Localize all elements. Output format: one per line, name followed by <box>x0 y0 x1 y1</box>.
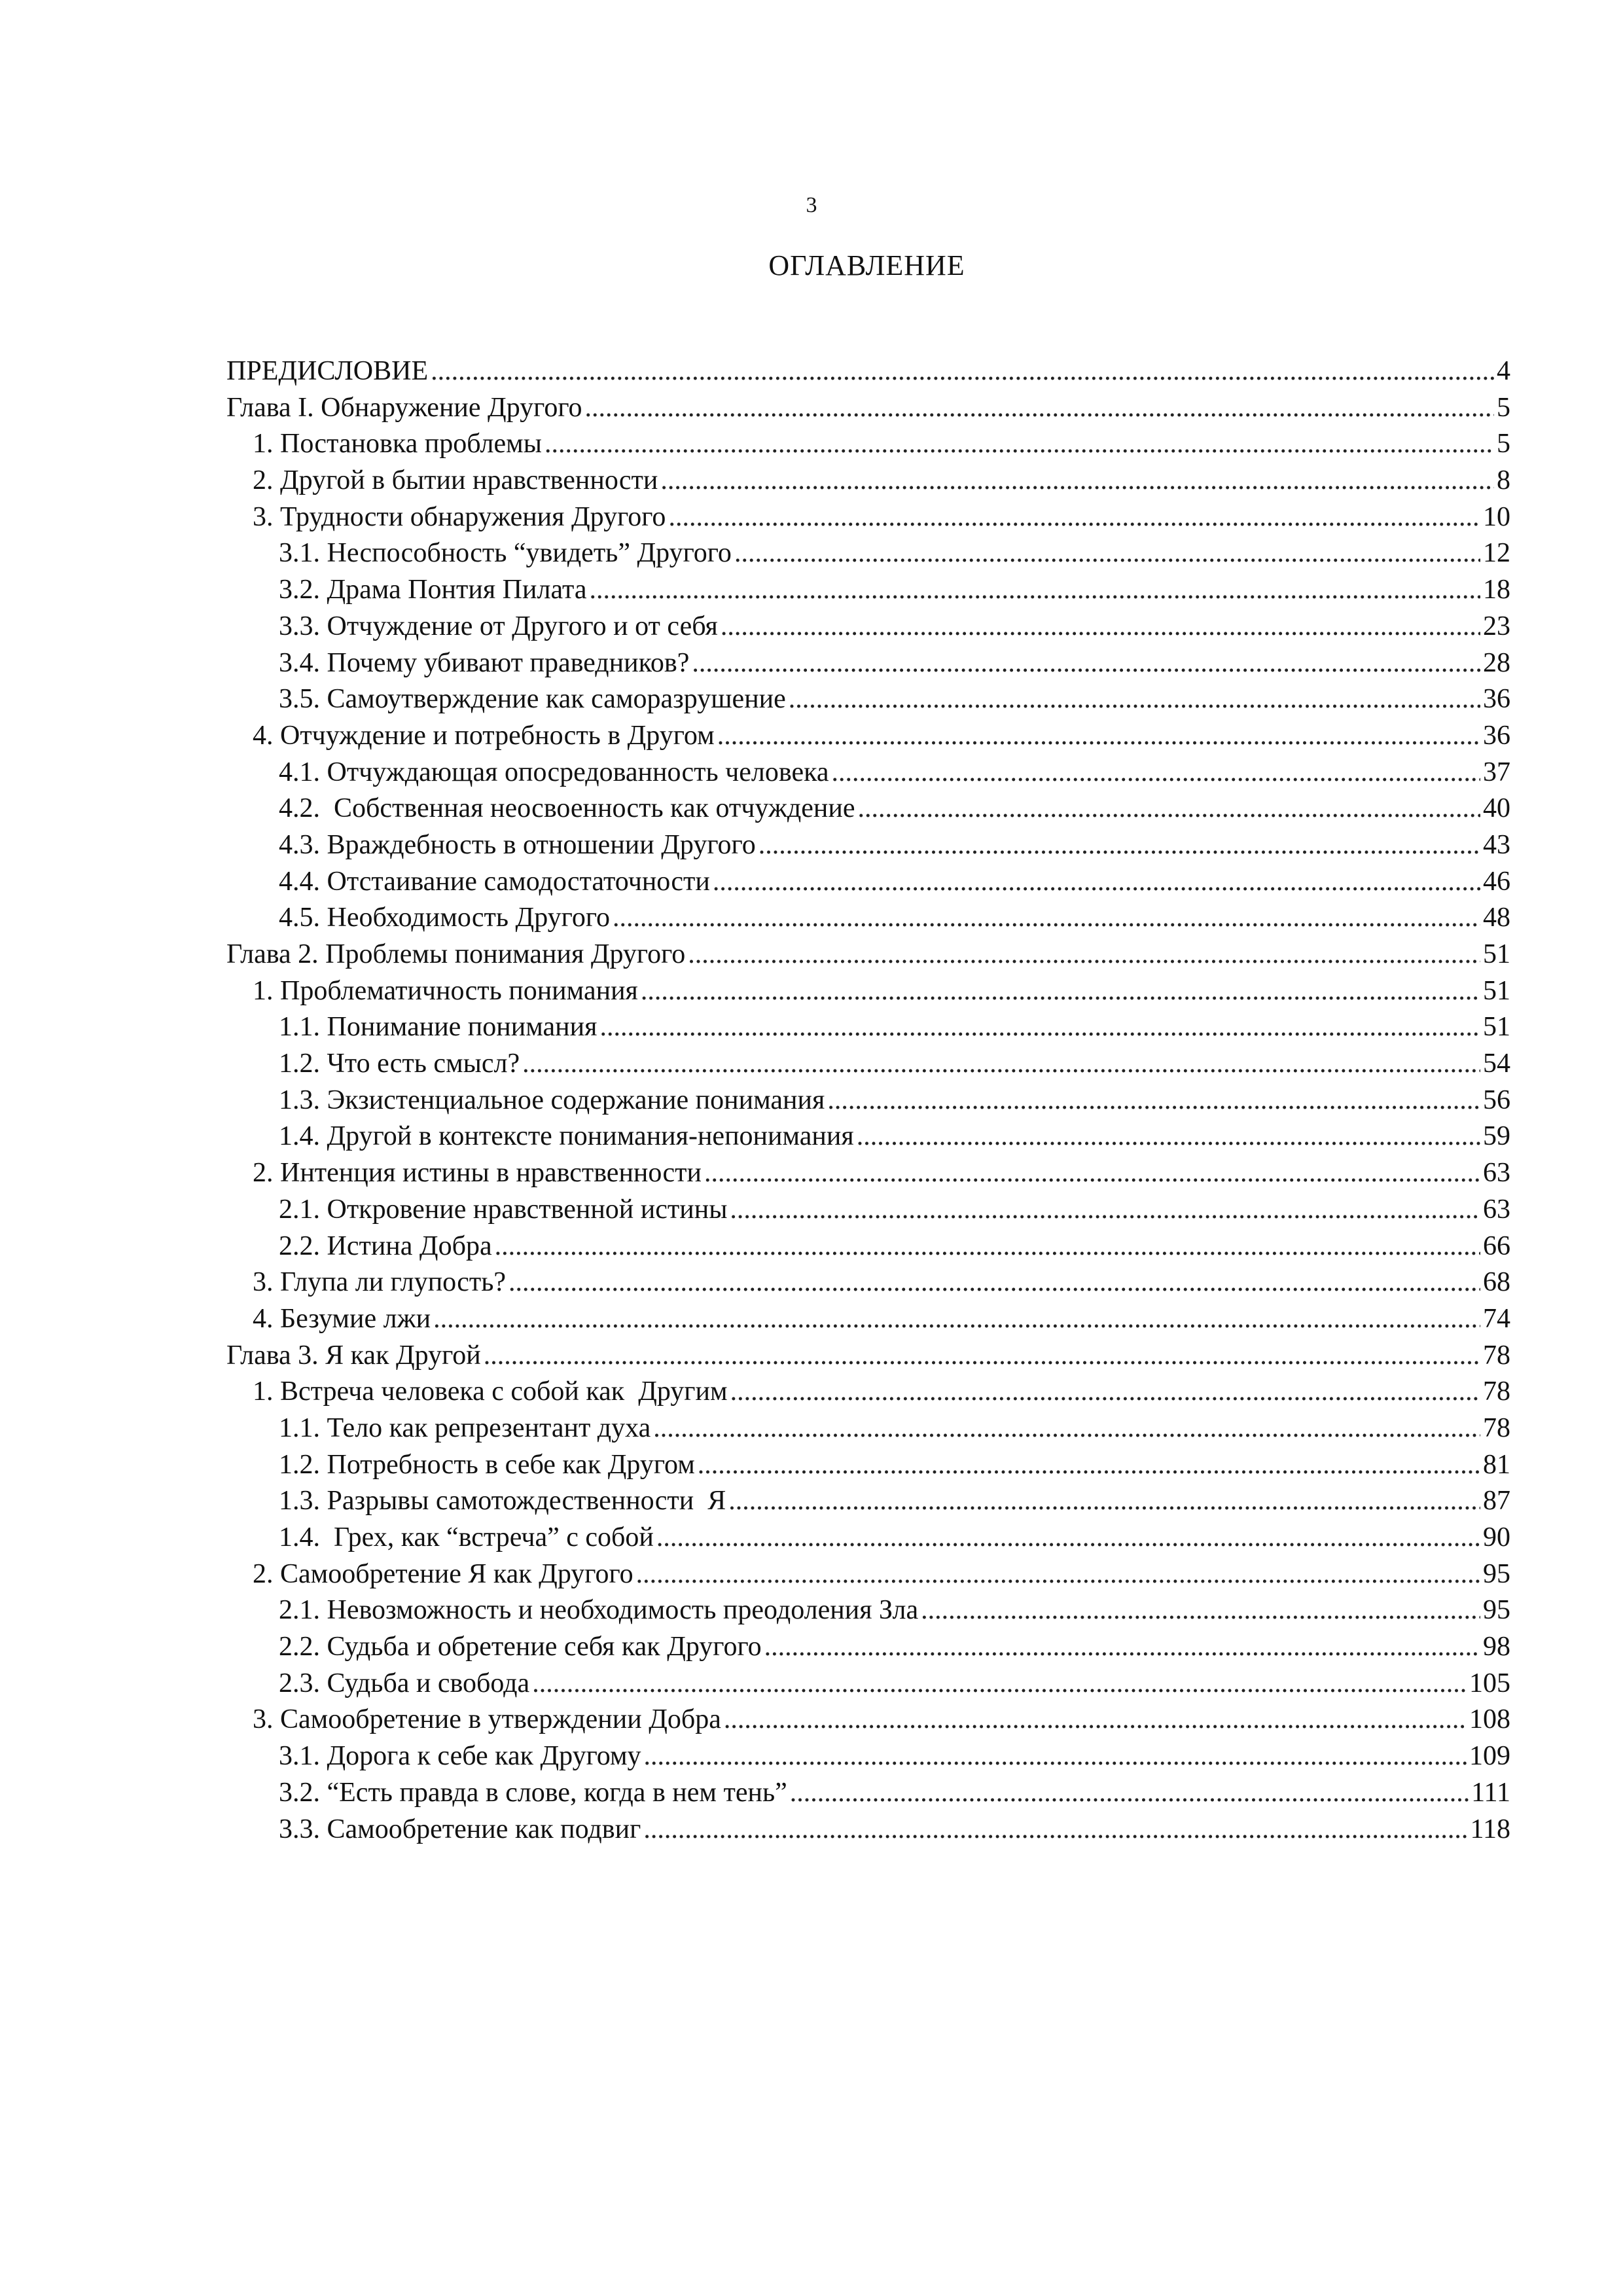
toc-entry-label: 3. Глупа ли глупость? <box>253 1267 507 1298</box>
toc-dot-leader <box>713 864 1480 901</box>
toc-dot-leader <box>692 645 1480 682</box>
toc-dot-leader <box>613 900 1480 937</box>
toc-entry-label: 1. Проблематичность понимания <box>253 975 638 1006</box>
toc-entry <box>226 1702 1510 1738</box>
toc-entry-page: 8 <box>1497 465 1510 496</box>
toc-entry-page: 5 <box>1497 392 1510 423</box>
toc-entry-label: 1.1. Тело как репрезентант духа <box>279 1412 651 1443</box>
toc-entry-label: 1.4. Грех, как “встреча” с собой <box>279 1522 654 1552</box>
toc-dot-leader <box>789 681 1480 718</box>
toc-entry-page: 81 <box>1483 1449 1510 1480</box>
toc-entry-label: 4.1. Отчуждающая опосредованность человека <box>279 757 829 787</box>
toc-entry-label: 2. Самообретение Я как Другого <box>253 1558 633 1589</box>
toc-entry-label: 3. Трудности обнаружения Другого <box>253 501 666 532</box>
toc-dot-leader <box>656 1520 1480 1556</box>
toc-entry <box>226 827 1510 864</box>
toc-dot-leader <box>704 1155 1480 1192</box>
toc-entry-page: 51 <box>1483 975 1510 1006</box>
toc-entry-label: 1.4. Другой в контексте понимания-непонимания <box>279 1121 854 1152</box>
toc-entry-label: 3.3. Самообретение как подвиг <box>279 1814 641 1844</box>
toc-entry-page: 40 <box>1483 793 1510 824</box>
toc-dot-leader <box>431 353 1494 390</box>
toc-dot-leader <box>668 499 1480 536</box>
toc-entry-label: 1.1. Понимание понимания <box>279 1012 597 1043</box>
toc-entry <box>226 609 1510 645</box>
toc-entry-label: 1.2. Потребность в себе как Другом <box>279 1449 695 1480</box>
toc-dot-leader <box>832 755 1480 791</box>
toc-dot-leader <box>790 1775 1469 1812</box>
toc-entry <box>226 572 1510 609</box>
toc-dot-leader <box>698 1447 1480 1484</box>
toc-dot-leader <box>688 937 1480 973</box>
toc-entry <box>226 499 1510 536</box>
toc-dot-leader <box>522 1046 1480 1083</box>
toc-entry-page: 18 <box>1483 575 1510 605</box>
toc-dot-leader <box>857 791 1480 827</box>
toc-entry-page: 54 <box>1483 1049 1510 1079</box>
toc-dot-leader <box>585 390 1495 427</box>
toc-entry <box>226 1155 1510 1192</box>
toc-entry-page: 98 <box>1483 1632 1510 1662</box>
toc-entry-page: 90 <box>1483 1522 1510 1552</box>
toc-entry-label: 1. Постановка проблемы <box>253 429 542 459</box>
page-title: ОГЛАВЛЕНИЕ <box>768 249 965 281</box>
toc-entry-label: 2. Другой в бытии нравственности <box>253 465 658 496</box>
toc-entry <box>226 1046 1510 1083</box>
toc-entry <box>226 1374 1510 1410</box>
toc-entry-page: 28 <box>1483 647 1510 678</box>
toc-entry-page: 36 <box>1483 720 1510 751</box>
toc-entry-label: 3.4. Почему убивают праведников? <box>279 647 690 678</box>
toc-dot-leader <box>921 1592 1480 1629</box>
toc-entry-page: 87 <box>1483 1486 1510 1516</box>
toc-dot-leader <box>641 973 1480 1010</box>
toc-entry-page: 51 <box>1483 1012 1510 1043</box>
table-of-contents <box>226 353 1510 1848</box>
toc-dot-leader <box>734 535 1480 572</box>
toc-dot-leader <box>827 1083 1480 1119</box>
toc-entry-page: 56 <box>1483 1085 1510 1115</box>
toc-entry-label: 3. Самообретение в утверждении Добра <box>253 1704 721 1735</box>
toc-entry <box>226 390 1510 427</box>
toc-entry-page: 46 <box>1483 866 1510 897</box>
toc-entry-label: Глава 3. Я как Другой <box>226 1340 481 1371</box>
toc-entry-label: 2.3. Судьба и свобода <box>279 1668 530 1698</box>
toc-entry <box>226 864 1510 901</box>
toc-entry-page: 37 <box>1483 757 1510 787</box>
toc-entry <box>226 1775 1510 1812</box>
toc-dot-leader <box>636 1556 1480 1593</box>
toc-entry-page: 95 <box>1483 1595 1510 1626</box>
toc-entry-page: 109 <box>1469 1741 1510 1772</box>
toc-entry <box>226 937 1510 973</box>
toc-dot-leader <box>728 1483 1480 1520</box>
toc-entry-label: 1.3. Разрывы самотождественности Я <box>279 1486 726 1516</box>
toc-dot-leader <box>721 609 1480 645</box>
toc-dot-leader <box>495 1229 1480 1265</box>
toc-entry <box>226 1629 1510 1666</box>
toc-entry <box>226 1556 1510 1593</box>
toc-entry <box>226 645 1510 682</box>
toc-entry <box>226 1483 1510 1520</box>
toc-dot-leader <box>724 1702 1467 1738</box>
toc-entry-page: 36 <box>1483 684 1510 715</box>
toc-entry-page: 66 <box>1483 1230 1510 1261</box>
toc-dot-leader <box>660 463 1494 499</box>
toc-entry-label: 4. Отчуждение и потребность в Другом <box>253 720 715 751</box>
toc-entry-label: 1. Встреча человека с собой как Другим <box>253 1376 728 1407</box>
page-number: 3 <box>806 193 817 217</box>
toc-entry-page: 78 <box>1483 1340 1510 1371</box>
toc-entry-page: 10 <box>1483 501 1510 532</box>
toc-entry <box>226 1592 1510 1629</box>
toc-dot-leader <box>730 1192 1480 1229</box>
toc-entry-page: 51 <box>1483 939 1510 969</box>
toc-entry-page: 43 <box>1483 829 1510 860</box>
toc-dot-leader <box>717 718 1480 755</box>
toc-entry-label: Глава I. Обнаружение Другого <box>226 392 582 423</box>
toc-entry-label: 4.2. Собственная неосвоенность как отчуждение <box>279 793 855 824</box>
toc-entry <box>226 1338 1510 1374</box>
toc-entry-page: 63 <box>1483 1194 1510 1225</box>
toc-dot-leader <box>532 1666 1467 1702</box>
toc-entry-label: 4. Безумие лжи <box>253 1303 431 1334</box>
toc-entry <box>226 1265 1510 1301</box>
toc-dot-leader <box>857 1119 1480 1155</box>
toc-entry-label: 3.2. Драма Понтия Пилата <box>279 575 587 605</box>
toc-entry <box>226 973 1510 1010</box>
toc-dot-leader <box>544 426 1494 463</box>
toc-entry <box>226 1301 1510 1338</box>
toc-entry <box>226 463 1510 499</box>
toc-entry-page: 74 <box>1483 1303 1510 1334</box>
toc-entry-label: 2. Интенция истины в нравственности <box>253 1158 702 1189</box>
toc-entry-page: 23 <box>1483 611 1510 641</box>
toc-entry-label: 2.2. Истина Добра <box>279 1230 492 1261</box>
toc-entry-page: 95 <box>1483 1558 1510 1589</box>
toc-entry-label: 2.2. Судьба и обретение себя как Другого <box>279 1632 762 1662</box>
toc-dot-leader <box>653 1410 1480 1447</box>
toc-entry <box>226 1119 1510 1155</box>
toc-entry-page: 78 <box>1483 1376 1510 1407</box>
toc-entry-page: 105 <box>1469 1668 1510 1698</box>
toc-entry-label: 3.1. Неспособность “увидеть” Другого <box>279 538 732 569</box>
toc-entry-page: 78 <box>1483 1412 1510 1443</box>
toc-entry-label: 1.3. Экзистенциальное содержание понимания <box>279 1085 825 1115</box>
toc-dot-leader <box>484 1338 1480 1374</box>
toc-entry <box>226 718 1510 755</box>
toc-entry-label: 3.1. Дорога к себе как Другому <box>279 1741 641 1772</box>
toc-entry-page: 63 <box>1483 1158 1510 1189</box>
toc-entry-page: 108 <box>1469 1704 1510 1735</box>
toc-dot-leader <box>590 572 1480 609</box>
toc-entry <box>226 426 1510 463</box>
toc-entry <box>226 1812 1510 1848</box>
toc-dot-leader <box>643 1812 1467 1848</box>
toc-entry-label: 3.2. “Есть правда в слове, когда в нем тень” <box>279 1777 787 1808</box>
toc-entry-label: 4.4. Отстаивание самодостаточности <box>279 866 710 897</box>
toc-entry-page: 5 <box>1497 429 1510 459</box>
toc-entry-page: 59 <box>1483 1121 1510 1152</box>
toc-dot-leader <box>758 827 1480 864</box>
toc-entry <box>226 681 1510 718</box>
toc-entry <box>226 755 1510 791</box>
toc-entry-label: 3.3. Отчуждение от Другого и от себя <box>279 611 718 641</box>
toc-entry <box>226 535 1510 572</box>
toc-dot-leader <box>644 1738 1467 1775</box>
toc-entry <box>226 791 1510 827</box>
toc-entry-label: ПРЕДИСЛОВИЕ <box>226 356 429 386</box>
toc-entry-label: 1.2. Что есть смысл? <box>279 1049 520 1079</box>
toc-entry <box>226 1083 1510 1119</box>
toc-entry-label: 2.1. Откровение нравственной истины <box>279 1194 728 1225</box>
toc-entry-page: 118 <box>1470 1814 1510 1844</box>
toc-dot-leader <box>433 1301 1480 1338</box>
toc-entry <box>226 1410 1510 1447</box>
toc-entry <box>226 1009 1510 1046</box>
toc-entry-page: 4 <box>1497 356 1510 386</box>
toc-entry <box>226 353 1510 390</box>
toc-entry <box>226 1447 1510 1484</box>
toc-entry-page: 111 <box>1471 1777 1510 1808</box>
toc-dot-leader <box>508 1265 1480 1301</box>
toc-entry-label: 3.5. Самоутверждение как саморазрушение <box>279 684 786 715</box>
toc-dot-leader <box>764 1629 1480 1666</box>
toc-entry <box>226 1666 1510 1702</box>
toc-dot-leader <box>730 1374 1480 1410</box>
toc-entry <box>226 1192 1510 1229</box>
toc-entry-label: 4.5. Необходимость Другого <box>279 903 611 933</box>
toc-entry-page: 12 <box>1483 538 1510 569</box>
toc-entry <box>226 900 1510 937</box>
toc-entry <box>226 1738 1510 1775</box>
toc-entry-label: 4.3. Враждебность в отношении Другого <box>279 829 756 860</box>
toc-dot-leader <box>599 1009 1480 1046</box>
toc-entry-label: Глава 2. Проблемы понимания Другого <box>226 939 686 969</box>
toc-entry-label: 2.1. Невозможность и необходимость преодоления Зла <box>279 1595 919 1626</box>
toc-entry <box>226 1520 1510 1556</box>
toc-entry-page: 48 <box>1483 903 1510 933</box>
toc-entry <box>226 1229 1510 1265</box>
toc-entry-page: 68 <box>1483 1267 1510 1298</box>
